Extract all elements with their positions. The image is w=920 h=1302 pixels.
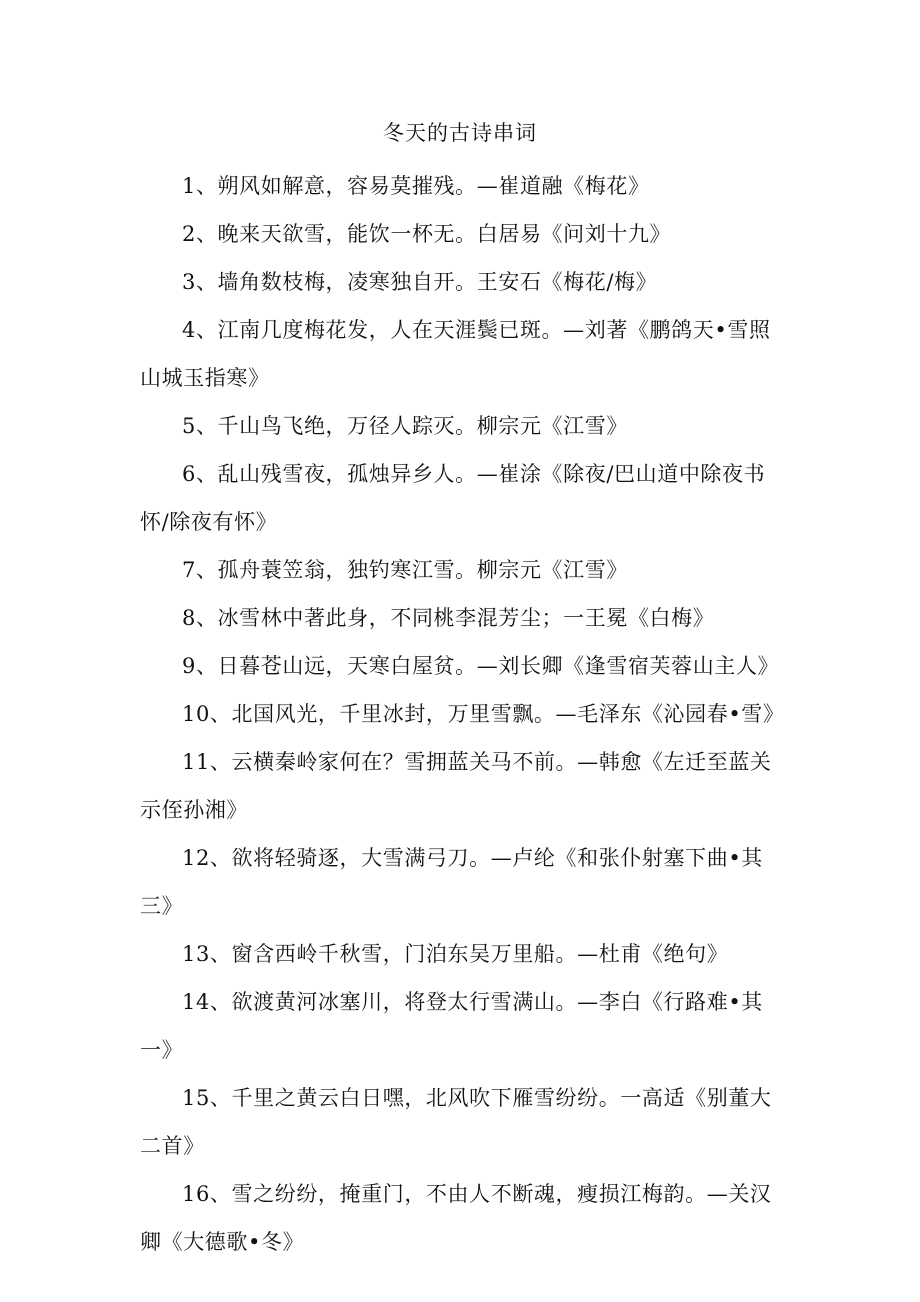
poem-line-13: 13、窗含西岭千秋雪，门泊东吴万里船。—杜甫《绝句》 bbox=[182, 942, 729, 966]
poem-line-4: 4、江南几度梅花发，人在天涯鬓已斑。—刘著《鹏鸽天•雪照山城玉指寒》 bbox=[140, 318, 771, 390]
poem-line-12: 12、欲将轻骑逐，大雪满弓刀。—卢纶《和张仆射塞下曲•其三》 bbox=[140, 846, 763, 918]
poem-line-15: 15、千里之黄云白日嘿，北风吹下雁雪纷纷。一高适《别董大二首》 bbox=[140, 1086, 772, 1158]
poem-line-5: 5、千山鸟飞绝，万径人踪灭。柳宗元《江雪》 bbox=[182, 414, 628, 438]
poem-line-3: 3、墙角数枝梅，凌寒独自开。王安石《梅花/梅》 bbox=[182, 270, 658, 294]
poem-line-14: 14、欲渡黄河冰塞川，将登太行雪满山。—李白《行路难•其一》 bbox=[140, 990, 763, 1062]
poem-line-11: 11、云横秦岭家何在？雪拥蓝关马不前。—韩愈《左迁至蓝关示侄孙湘》 bbox=[140, 750, 772, 822]
poem-list bbox=[140, 162, 790, 1266]
poem-line-10: 10、北国风光，千里冰封，万里雪飘。—毛泽东《沁园春•雪》 bbox=[182, 702, 785, 726]
poem-line-2: 2、晚来天欲雪，能饮一杯无。白居易《问刘十九》 bbox=[182, 222, 672, 246]
document-title: 冬天的古诗串词 bbox=[383, 121, 537, 145]
poem-line-7: 7、孤舟蓑笠翁，独钓寒江雪。柳宗元《江雪》 bbox=[182, 558, 628, 582]
poem-line-1: 1、朔风如解意，容易莫摧残。—崔道融《梅花》 bbox=[182, 174, 650, 198]
poem-line-9: 9、日暮苍山远，天寒白屋贫。—刘长卿《逢雪宿芙蓉山主人》 bbox=[182, 654, 780, 678]
poem-line-6: 6、乱山残雪夜，孤烛异乡人。—崔涂《除夜/巴山道中除夜书怀/除夜有怀》 bbox=[140, 462, 766, 534]
poem-line-16: 16、雪之纷纷，掩重门，不由人不断魂，瘦损江梅韵。—关汉卿《大德歌•冬》 bbox=[140, 1182, 772, 1254]
poem-line-8: 8、冰雪林中著此身，不同桃李混芳尘；一王冕《白梅》 bbox=[182, 606, 715, 630]
